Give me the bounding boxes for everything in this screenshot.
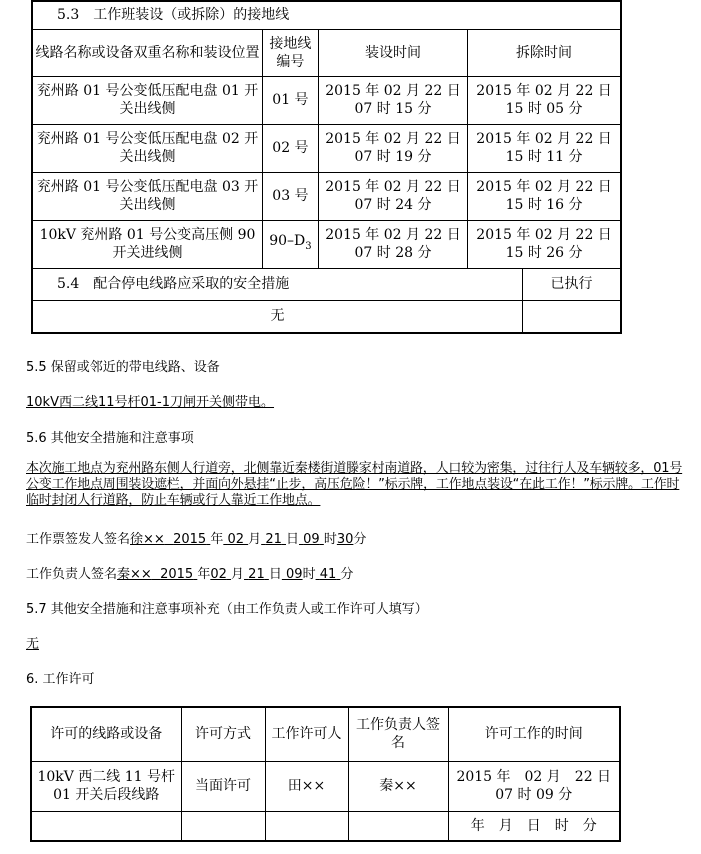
issuer-label: 工作票签发人签名 [26,532,131,547]
section-5-6-heading: 5.6 其他安全措施和注意事项 [26,431,194,446]
row-ground-no: 03 号 [263,172,319,220]
table-row [31,811,620,841]
row-time: 2015 年 02 月 22 日 07 时 09 分 [448,761,620,811]
issuer-hour: 09 [303,532,320,547]
issuer-month: 02 [227,532,245,547]
section-5-4-heading: 5.4 配合停电线路应采取的安全措施 [32,268,522,300]
measure-value: 无 [32,300,522,333]
section-5-3-heading: 5.3 工作班装设（或拆除）的接地线 [32,1,621,29]
section-5-5-text: 10kV西二线11号杆01-1刀闸开关侧带电。 [26,395,275,410]
ground-no-sub: 3 [305,240,312,252]
section-5-6-text: 本次施工地点为兖州路东侧人行道旁，北侧靠近秦楼街道滕家村南道路，人口较为密集，过往行人及车辆较多，01号公变工作地点周围装设遮栏，并面向外悬挂“止步，高压危险！”标示牌，工作地点装设“在此工作！”标示牌。工作时临时封闭人行道路，防止车辆或行人靠近工作地点。 [26,461,683,508]
table-row [32,76,621,124]
leader-day: 21 [248,567,265,582]
row-location: 兖州路 01 号公变低压配电盘 01 开关出线侧 [32,76,263,124]
table-row [31,761,620,811]
section-5-7-heading: 5.7 其他安全措施和注意事项补充（由工作负责人或工作许可人填写） [26,602,428,617]
header-remove-time: 拆除时间 [468,29,621,76]
blank-line [31,811,181,841]
row-install-time: 2015 年 02 月 22 日 07 时 28 分 [318,220,467,268]
leader-name: 秦×× 2015 [117,567,194,582]
row-remove-time: 2015 年 02 月 22 日 15 时 11 分 [468,124,621,172]
leader-signature-line: 工作负责人签名秦×× 2015 年02 月 21 日 09时 41 分 [26,567,354,582]
row-install-time: 2015 年 02 月 22 日 07 时 15 分 [318,76,467,124]
issuer-day: 21 [265,532,282,547]
header-permitter: 工作许可人 [265,707,348,761]
leader-hour: 09 [286,567,303,582]
leader-month: 02 [210,567,227,582]
ground-no-main: 90–D [269,233,306,250]
issuer-signature-line: 工作票签发人签名徐×× 2015 年 02 月 21 日 09 时30分 [26,532,367,547]
row-ground-no: 01 号 [263,76,319,124]
grounding-wire-table [31,0,622,334]
row-location: 10kV 兖州路 01 号公变高压侧 90 开关进线侧 [32,220,263,268]
table-row [32,220,621,268]
row-permitter: 田×× [265,761,348,811]
row-install-time: 2015 年 02 月 22 日 07 时 24 分 [318,172,467,220]
row-ground-no [263,220,319,268]
issuer-min: 30 [336,532,354,547]
table-row [32,124,621,172]
header-leader-sign: 工作负责人签名 [348,707,448,761]
blank-time: 年 月 日 时 分 [448,811,620,841]
row-remove-time: 2015 年 02 月 22 日 15 时 26 分 [468,220,621,268]
row-location: 兖州路 01 号公变低压配电盘 03 开关出线侧 [32,172,263,220]
leader-min: 41 [319,567,337,582]
issuer-name: 徐×× 2015 [130,532,207,547]
header-method: 许可方式 [181,707,265,761]
row-remove-time: 2015 年 02 月 22 日 15 时 05 分 [468,76,621,124]
section-5-7-text: 无 [26,637,40,652]
work-permit-table [30,706,621,842]
section-6-heading: 6. 工作许可 [26,672,95,687]
table-row [32,172,621,220]
header-install-time: 装设时间 [318,29,467,76]
row-leader-sign: 秦×× [348,761,448,811]
row-remove-time: 2015 年 02 月 22 日 15 时 16 分 [468,172,621,220]
header-line: 许可的线路或设备 [31,707,181,761]
blank-leader-sign [348,811,448,841]
blank-permitter [265,811,348,841]
executed-value [522,300,621,333]
blank-method [181,811,265,841]
executed-header: 已执行 [522,268,621,300]
header-time: 许可工作的时间 [448,707,620,761]
section-5-5-heading: 5.5 保留或邻近的带电线路、设备 [26,360,220,375]
row-line: 10kV 西二线 11 号杆 01 开关后段线路 [31,761,181,811]
row-method: 当面许可 [181,761,265,811]
row-ground-no: 02 号 [263,124,319,172]
header-ground-no: 接地线编号 [263,29,319,76]
row-location: 兖州路 01 号公变低压配电盘 02 开关出线侧 [32,124,263,172]
row-install-time: 2015 年 02 月 22 日 07 时 19 分 [318,124,467,172]
leader-label: 工作负责人签名 [26,567,118,582]
header-location: 线路名称或设备双重名称和装设位置 [32,29,263,76]
